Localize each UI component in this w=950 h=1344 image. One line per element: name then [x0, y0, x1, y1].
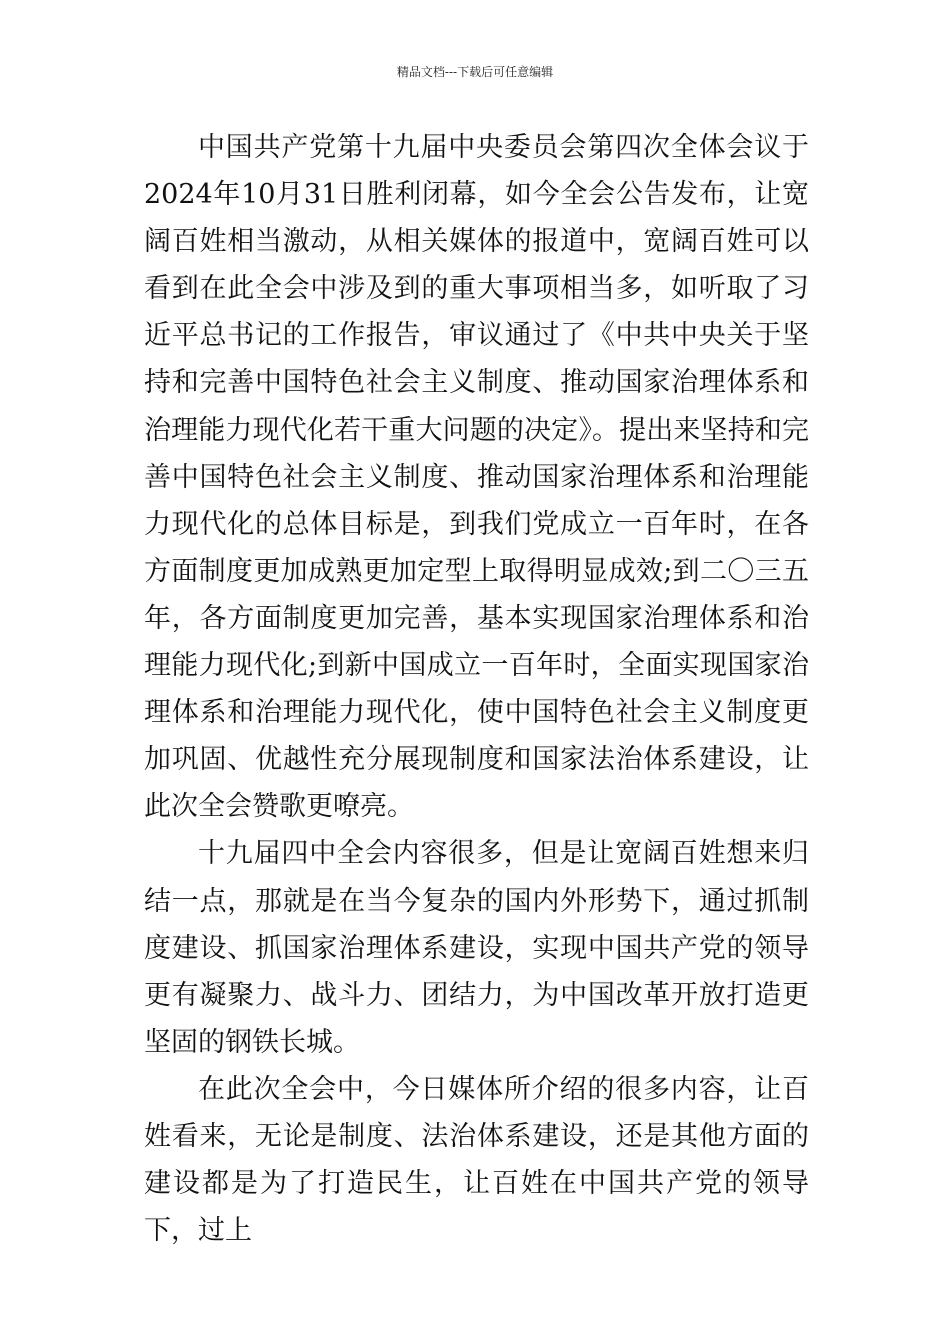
document-body — [144, 124, 809, 1254]
paragraph-2: 十九届四中全会内容很多，但是让宽阔百姓想来归结一点，那就是在当今复杂的国内外形势下，通过抓制度建设、抓国家治理体系建设，实现中国共产党的领导更有凝聚力、战斗力、团结力，为中国改革开放打造更坚固的钢铁长城。 — [144, 838, 809, 1058]
paragraph-1: 中国共产党第十九届中央委员会第四次全体会议于2024年10月31日胜利闭幕，如今全会公告发布，让宽阔百姓相当激动，从相关媒体的报道中，宽阔百姓可以看到在此全会中涉及到的重大事项相当多，如听取了习近平总书记的工作报告，审议通过了《中共中央关于坚持和完善中国特色社会主义制度、推动国家治理体系和治理能力现代化若干重大问题的决定》。提出来坚持和完善中国特色社会主义制度、推动国家治理体系和治理能力现代化的总体目标是，到我们党成立一百年时，在各方面制度更加成熟更加定型上取得明显成效;到二〇三五年，各方面制度更加完善，基本实现国家治理体系和治理能力现代化;到新中国成立一百年时，全面实现国家治理体系和治理能力现代化，使中国特色社会主义制度更加巩固、优越性充分展现制度和国家法治体系建设，让此次全会赞歌更嘹亮。 — [144, 132, 809, 823]
paragraph-3: 在此次全会中，今日媒体所介绍的很多内容，让百姓看来，无论是制度、法治体系建设，还是其他方面的建设都是为了打造民生，让百姓在中国共产党的领导下，过上 — [144, 1073, 809, 1247]
page-header: 精品文档---下载后可任意编辑 — [396, 65, 554, 79]
